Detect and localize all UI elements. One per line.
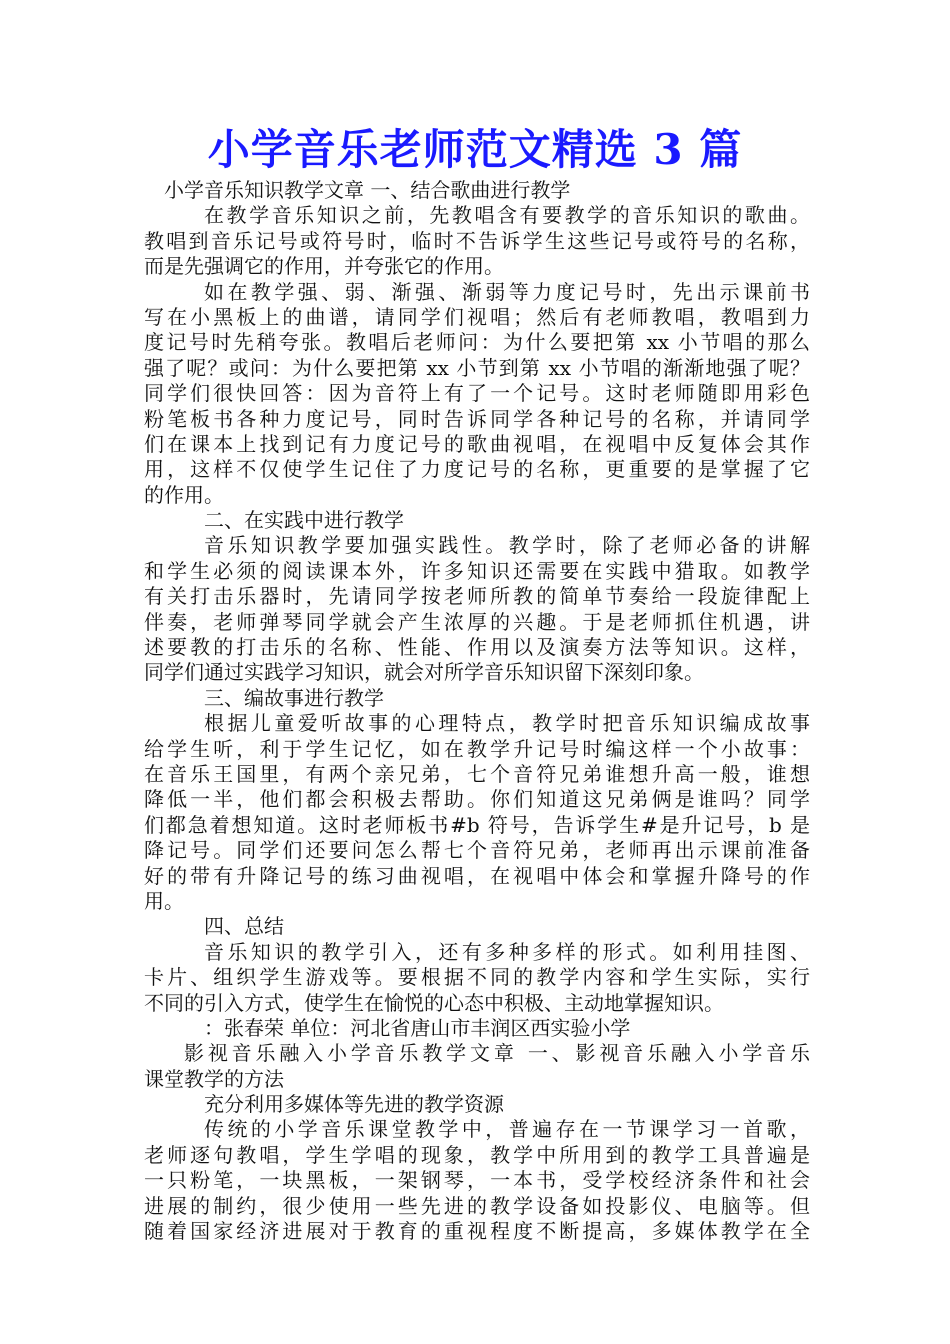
text-line: 同学们通过实践学习知识，就会对所学音乐知识留下深刻印象。 (144, 660, 704, 685)
text-line: 进展的制约，很少使用一些先进的教学设备如投影仪、电脑等。但 (144, 1193, 810, 1218)
section-heading: 二、在实践中进行教学 (204, 508, 404, 533)
text-line: 用。 (144, 888, 184, 913)
text-line: 在教学音乐知识之前，先教唱含有要教学的音乐知识的歌曲。 (204, 203, 810, 228)
text-line: 和学生必须的阅读课本外，许多知识还需要在实践中猎取。如教学 (144, 558, 810, 583)
text-line: 一只粉笔，一块黑板，一架钢琴，一本书，受学校经济条件和社会 (144, 1168, 810, 1193)
text-line: 述要教的打击乐的名称、性能、作用以及演奏方法等知识。这样， (144, 635, 810, 660)
text-line: 音乐知识教学要加强实践性。教学时，除了老师必备的讲解 (204, 533, 810, 558)
text-line: 伴奏，老师弹琴同学就会产生浓厚的兴趣。于是老师抓住机遇，讲 (144, 609, 810, 634)
text-line: 们都急着想知道。这时老师板书#b 符号，告诉学生#是升记号，b 是 (144, 812, 810, 837)
section-heading: 三、编故事进行教学 (204, 685, 384, 710)
text-line: 如在教学强、弱、渐强、渐弱等力度记号时，先出示课前书 (204, 279, 810, 304)
document-body (144, 178, 810, 1244)
text-line: 教唱到音乐记号或符号时，临时不告诉学生这些记号或符号的名称， (144, 228, 810, 253)
text-line: 强了呢？或问：为什么要把第 xx 小节到第 xx 小节唱的渐渐地强了呢？ (144, 355, 810, 380)
document-title: 小学音乐老师范文精选 3 篇 (207, 125, 743, 174)
text-line: 传统的小学音乐课堂教学中，普遍存在一节课学习一首歌， (204, 1117, 810, 1142)
text-line: 粉笔板书各种力度记号，同时告诉同学各种记号的名称，并请同学 (144, 406, 810, 431)
text-line: 有关打击乐器时，先请同学按老师所教的简单节奏给一段旋律配上 (144, 584, 810, 609)
text-line: 卡片、组织学生游戏等。要根据不同的教学内容和学生实际，实行 (144, 965, 810, 990)
text-line: 而是先强调它的作用，并夸张它的作用。 (144, 254, 504, 279)
text-line: 降低一半，他们都会积极去帮助。你们知道这兄弟俩是谁吗？同学 (144, 787, 810, 812)
text-line: 们在课本上找到记有力度记号的歌曲视唱，在视唱中反复体会其作 (144, 431, 810, 456)
text-line: 老师逐句教唱，学生学唱的现象，教学中所用到的教学工具普遍是 (144, 1142, 810, 1167)
text-line: 写在小黑板上的曲谱，请同学们视唱；然后有老师教唱，教唱到力 (144, 304, 810, 329)
text-line: 随着国家经济进展对于教育的重视程度不断提高，多媒体教学在全 (144, 1219, 810, 1244)
text-line: 同学们很快回答：因为音符上有了一个记号。这时老师随即用彩色 (144, 381, 810, 406)
text-line: 的作用。 (144, 482, 224, 507)
text-line: 给学生听，利于学生记忆，如在教学升记号时编这样一个小故事： (144, 736, 810, 761)
text-line: 影视音乐融入小学音乐教学文章 一、影视音乐融入小学音乐 (184, 1041, 810, 1066)
section-heading: 四、总结 (204, 914, 284, 939)
text-line: 不同的引入方式，使学生在愉悦的心态中积极、主动地掌握知识。 (144, 990, 724, 1015)
text-line: 在音乐王国里，有两个亲兄弟，七个音符兄弟谁想升高一般，谁想 (144, 761, 810, 786)
text-line: 用，这样不仅使学生记住了力度记号的名称，更重要的是掌握了它 (144, 457, 810, 482)
text-line: 课堂教学的方法 (144, 1066, 284, 1091)
section-heading: 充分利用多媒体等先进的教学资源 (204, 1092, 504, 1117)
text-line: 降记号。同学们还要问怎么帮七个音符兄弟，老师再出示课前准备 (144, 838, 810, 863)
text-line: 度记号时先稍夸张。教唱后老师问：为什么要把第 xx 小节唱的那么 (144, 330, 810, 355)
text-line: 音乐知识的教学引入，还有多种多样的形式。如利用挂图、 (204, 939, 810, 964)
text-line: 根据儿童爱听故事的心理特点，教学时把音乐知识编成故事 (204, 711, 810, 736)
author-line: ：张春荣 单位：河北省唐山市丰润区西实验小学 (204, 1015, 631, 1040)
text-line: 好的带有升降记号的练习曲视唱，在视唱中体会和掌握升降号的作 (144, 863, 810, 888)
text-line: 小学音乐知识教学文章 一、结合歌曲进行教学 (164, 178, 571, 202)
